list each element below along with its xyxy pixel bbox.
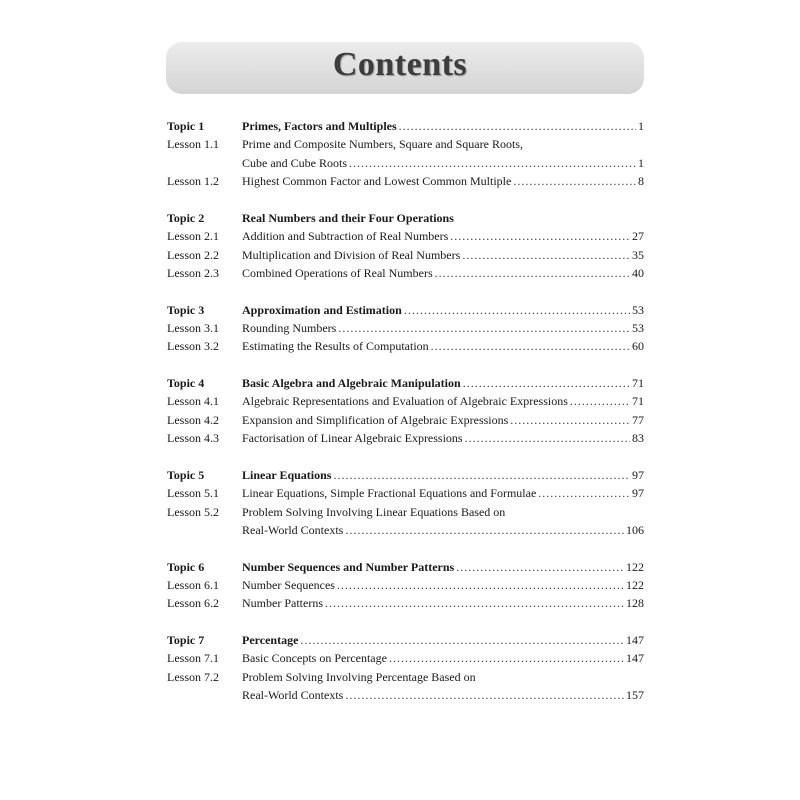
lesson-label: Lesson 4.1 <box>167 394 219 409</box>
lesson-row[interactable] <box>167 429 644 447</box>
topic-title: Linear Equations <box>242 467 332 482</box>
topic-label: Topic 7 <box>167 633 205 648</box>
lesson-title: Rounding Numbers <box>242 321 337 336</box>
lesson-title: Multiplication and Division of Real Numbers <box>242 247 461 262</box>
lesson-row[interactable] <box>167 484 644 502</box>
page-number: 53 <box>632 302 644 317</box>
dot-leader <box>345 521 624 539</box>
topic-label: Topic 1 <box>167 119 205 133</box>
topic-group <box>167 117 644 191</box>
topic-group <box>167 301 644 356</box>
lesson-title: Real-World Contexts <box>242 523 344 538</box>
dot-leader <box>435 264 630 282</box>
dot-leader <box>456 558 624 576</box>
lesson-label: Lesson 6.1 <box>167 578 219 593</box>
page-number: 97 <box>632 486 644 501</box>
dot-leader <box>325 594 624 612</box>
lesson-row-continued[interactable] <box>167 154 644 172</box>
page-number: 53 <box>632 321 644 336</box>
dot-leader <box>300 631 624 649</box>
dot-leader <box>404 301 630 319</box>
page-number: 27 <box>632 229 644 244</box>
topic-row[interactable] <box>167 374 644 392</box>
lesson-title: Addition and Subtraction of Real Numbers <box>242 229 449 244</box>
lesson-row[interactable] <box>167 227 644 245</box>
lesson-title: Number Patterns <box>242 596 323 611</box>
lesson-row[interactable] <box>167 649 644 667</box>
lesson-row[interactable] <box>167 668 644 686</box>
topic-title: Approximation and Estimation <box>242 302 402 317</box>
topic-title: Real Numbers and their Four Operations <box>242 210 454 225</box>
page-number: 147 <box>626 651 644 666</box>
lesson-label: Lesson 2.3 <box>167 266 219 281</box>
lesson-title: Algebraic Representations and Evaluation of Algebraic Expressions <box>242 394 568 409</box>
dot-leader <box>462 246 630 264</box>
lesson-label: Lesson 1.2 <box>167 174 219 189</box>
topic-row[interactable] <box>167 301 644 319</box>
dot-leader <box>349 154 636 172</box>
topic-row[interactable] <box>167 466 644 484</box>
topic-label: Topic 3 <box>167 302 205 317</box>
lesson-row[interactable] <box>167 503 644 521</box>
page-number: 35 <box>632 247 644 262</box>
dot-leader <box>510 411 630 429</box>
lesson-title: Number Sequences <box>242 578 335 593</box>
topic-group <box>167 558 644 613</box>
lesson-title: Linear Equations, Simple Fractional Equations and Formulae <box>242 486 537 501</box>
dot-leader <box>337 576 624 594</box>
topic-label: Topic 6 <box>167 559 205 574</box>
lesson-label: Lesson 3.2 <box>167 339 219 354</box>
dot-leader <box>389 649 624 667</box>
page-number: 157 <box>626 688 644 703</box>
dot-leader <box>570 392 630 410</box>
lesson-title: Highest Common Factor and Lowest Common Multiple <box>242 174 512 189</box>
page-title: Contents <box>332 46 468 83</box>
lesson-label: Lesson 5.2 <box>167 504 219 519</box>
lesson-title: Estimating the Results of Computation <box>242 339 429 354</box>
lesson-row-continued[interactable] <box>167 521 644 539</box>
page-number: 83 <box>632 431 644 446</box>
page-number: 97 <box>632 467 644 482</box>
page-number: 128 <box>626 596 644 611</box>
page-number: 40 <box>632 266 644 281</box>
topic-title: Primes, Factors and Multiples <box>242 119 397 133</box>
page-number: 122 <box>626 578 644 593</box>
page-number: 147 <box>626 633 644 648</box>
lesson-label: Lesson 4.2 <box>167 412 219 427</box>
lesson-title: Prime and Composite Numbers, Square and Square Roots, <box>242 137 523 152</box>
lesson-title: Problem Solving Involving Linear Equations Based on <box>242 504 506 519</box>
lesson-row[interactable] <box>167 135 644 153</box>
page-number: 1 <box>638 119 644 133</box>
lesson-title: Cube and Cube Roots <box>242 155 347 170</box>
topic-label: Topic 2 <box>167 210 205 225</box>
page-number: 122 <box>626 559 644 574</box>
lesson-label: Lesson 7.1 <box>167 651 219 666</box>
lesson-title: Problem Solving Involving Percentage Based on <box>242 669 476 684</box>
page-number: 60 <box>632 339 644 354</box>
lesson-title: Factorisation of Linear Algebraic Expressions <box>242 431 463 446</box>
lesson-label: Lesson 1.1 <box>167 137 219 152</box>
topic-row[interactable] <box>167 631 644 649</box>
dot-leader <box>338 319 630 337</box>
topic-row[interactable] <box>167 558 644 576</box>
dot-leader <box>538 484 630 502</box>
table-of-contents <box>167 117 644 723</box>
dot-leader <box>333 466 630 484</box>
dot-leader <box>465 429 630 447</box>
page-number: 8 <box>638 174 644 189</box>
dot-leader <box>513 172 636 190</box>
topic-title: Percentage <box>242 633 299 648</box>
topic-group <box>167 209 644 283</box>
lesson-row[interactable] <box>167 392 644 410</box>
dot-leader <box>399 117 636 135</box>
lesson-label: Lesson 5.1 <box>167 486 219 501</box>
page-number: 1 <box>638 155 644 170</box>
lesson-title: Basic Concepts on Percentage <box>242 651 387 666</box>
lesson-label: Lesson 2.1 <box>167 229 219 244</box>
lesson-title: Real-World Contexts <box>242 688 344 703</box>
lesson-row[interactable] <box>167 337 644 355</box>
lesson-row-continued[interactable] <box>167 686 644 704</box>
topic-group <box>167 466 644 540</box>
topic-row[interactable] <box>167 117 644 135</box>
dot-leader <box>450 227 630 245</box>
topic-label: Topic 4 <box>167 376 205 391</box>
lesson-row[interactable] <box>167 319 644 337</box>
lesson-row[interactable] <box>167 264 644 282</box>
lesson-label: Lesson 2.2 <box>167 247 219 262</box>
topic-group <box>167 374 644 448</box>
topic-row[interactable] <box>167 209 644 227</box>
lesson-row[interactable] <box>167 411 644 429</box>
dot-leader <box>463 374 630 392</box>
lesson-row[interactable] <box>167 172 644 190</box>
lesson-row[interactable] <box>167 594 644 612</box>
dot-leader <box>431 337 630 355</box>
topic-title: Basic Algebra and Algebraic Manipulation <box>242 376 461 391</box>
lesson-title: Combined Operations of Real Numbers <box>242 266 433 281</box>
page-number: 71 <box>632 394 644 409</box>
page-number: 106 <box>626 523 644 538</box>
dot-leader <box>345 686 624 704</box>
lesson-row[interactable] <box>167 576 644 594</box>
lesson-label: Lesson 3.1 <box>167 321 219 336</box>
lesson-row[interactable] <box>167 246 644 264</box>
page-number: 71 <box>632 376 644 391</box>
lesson-title: Expansion and Simplification of Algebraic Expressions <box>242 412 509 427</box>
page-number: 77 <box>632 412 644 427</box>
topic-group <box>167 631 644 705</box>
topic-label: Topic 5 <box>167 467 205 482</box>
topic-title: Number Sequences and Number Patterns <box>242 559 455 574</box>
lesson-label: Lesson 4.3 <box>167 431 219 446</box>
lesson-label: Lesson 6.2 <box>167 596 219 611</box>
lesson-label: Lesson 7.2 <box>167 669 219 684</box>
